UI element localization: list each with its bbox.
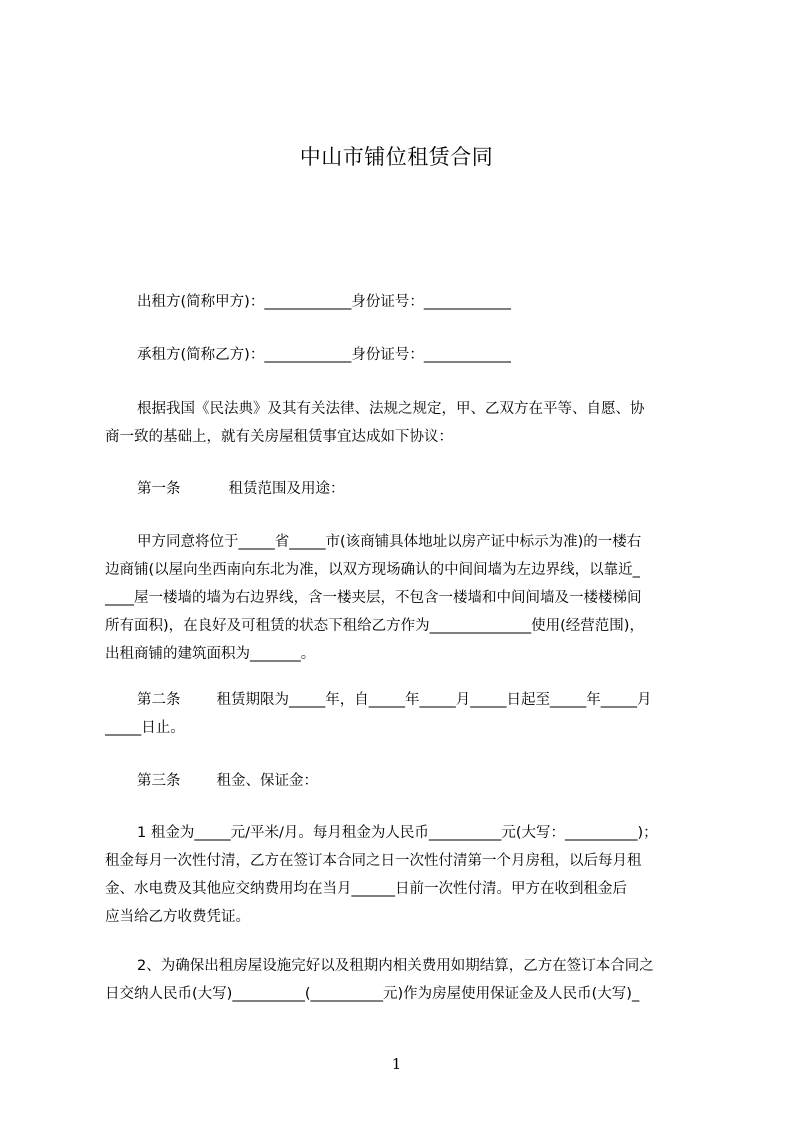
article1-paragraph (105, 528, 701, 668)
article3-heading: 租金、保证金： (216, 773, 318, 789)
article2-number: 第二条 (137, 692, 181, 708)
article3-clause2 (105, 952, 701, 1008)
article1-row: ____屋一楼墙的墙为右边界线，含一楼夹层，不包含一楼墙和中间间墙及一楼楼梯间 (105, 590, 642, 606)
document-title: 中山市铺位租赁合同 (299, 145, 494, 169)
article1-row: 甲方同意将位于_____省_____市(该商铺具体地址以房产证中标示为准)的一楼右 (137, 534, 642, 550)
article3-row: 金、水电费及其他应交纳费用均在当月______日前一次性付清。甲方在收到租金后 (105, 881, 627, 897)
article3-row: 日交纳人民币(大写)__________(__________元)作为房屋使用保证金及人民币(大写)_ (105, 986, 640, 1002)
article3-row: 2、为确保出租房屋设施完好以及租期内相关费用如期结算，乙方在签订本合同之 (137, 958, 654, 974)
article2-heading: 租赁期限为_____年，自_____年_____月_____日起至_____年_____月 (216, 692, 652, 708)
article1-row: 边商铺(以屋向坐西南向东北为准，以双方现场确认的中间间墙为左边界线，以靠近_ (105, 562, 640, 578)
article1-heading: 租赁范围及用途： (228, 481, 345, 497)
article1-title (137, 479, 345, 499)
article3-clause1 (105, 819, 701, 931)
preamble-row: 根据我国《民法典》及其有关法律、法规之规定，甲、乙双方在平等、自愿、协 (137, 401, 645, 417)
article3-number: 第三条 (137, 773, 181, 789)
article3-row: 1 租金为_____元/平米/月。每月租金为人民币__________元(大写：__________)； (137, 825, 658, 841)
article1-row: 出租商铺的建筑面积为_______。 (105, 646, 316, 662)
article1-number: 第一条 (137, 481, 181, 497)
preamble-paragraph (105, 395, 701, 451)
article3-row: 租金每月一次性付清，乙方在签订本合同之日一次性付清第一个月房租，以后每月租 (105, 853, 642, 869)
article1-row: 所有面积)，在良好及可租赁的状态下租给乙方作为______________使用(经营范围)， (105, 618, 644, 634)
article3-row: 应当给乙方收费凭证。 (105, 909, 250, 925)
article2-paragraph (105, 686, 701, 742)
lessee-line: 承租方(简称乙方)：____________身份证号：____________ (137, 347, 511, 363)
article3-title (137, 771, 318, 791)
article2-row: _____日止。 (105, 720, 185, 736)
article2-row (105, 686, 701, 714)
preamble-row: 商一致的基础上，就有关房屋租赁事宜达成如下协议： (105, 429, 453, 445)
lessor-line: 出租方(简称甲方)：____________身份证号：____________ (137, 294, 511, 310)
page-number: 1 (391, 1055, 402, 1073)
